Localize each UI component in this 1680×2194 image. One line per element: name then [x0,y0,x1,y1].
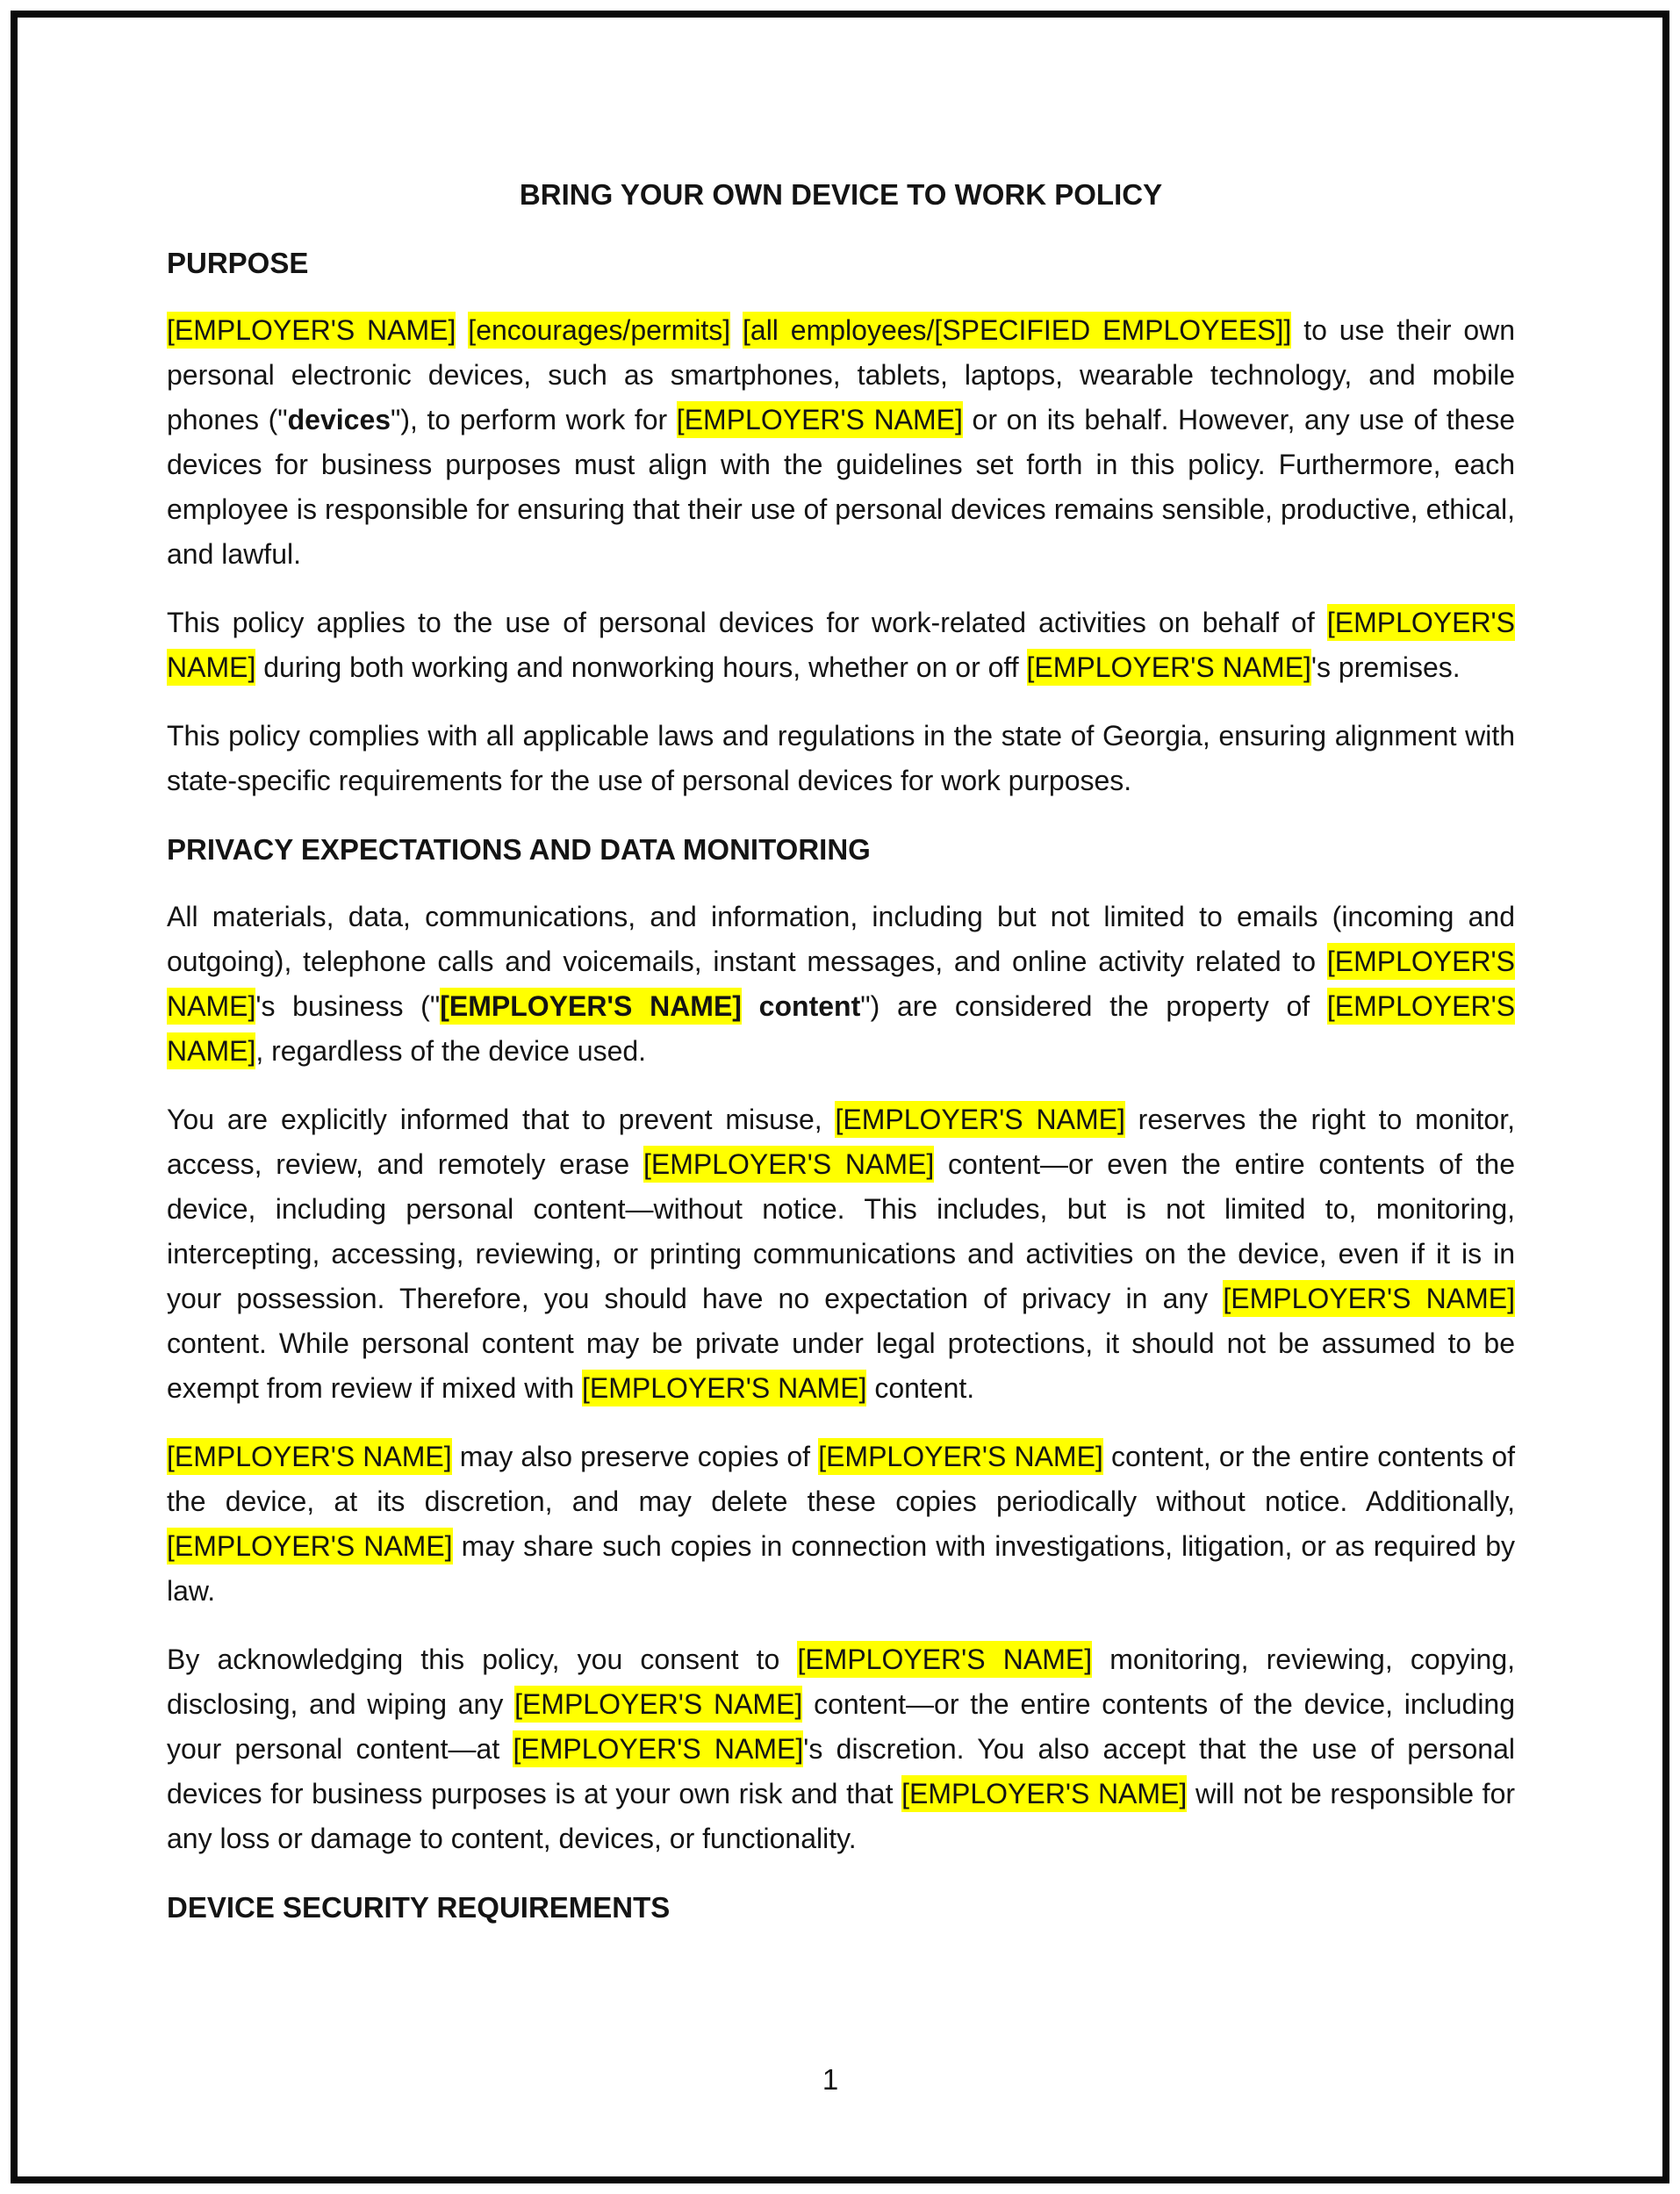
paragraph-privacy-4 [167,1637,1515,1861]
bold-text-run: content [741,990,861,1022]
text-run: You are explicitly informed that to prevent misuse, [167,1104,836,1135]
text-run: 's premises. [1310,651,1461,683]
text-run: may also preserve copies of [451,1441,819,1472]
placeholder-highlight: [EMPLOYER'S NAME] [167,1528,453,1565]
heading-purpose: PURPOSE [167,247,309,279]
text-run: or on its behalf. However, any use of these devices for business purposes must align with the guidelines set forth in this policy. Furthermore, each employee is responsible for ensuring that their use of personal devices remains sensible, productive, ethical, and lawful. [167,404,1516,570]
text-run [456,314,468,346]
bold-text-run: devices [287,404,391,435]
placeholder-highlight: [EMPLOYER'S NAME] [167,312,456,349]
placeholder-highlight: [EMPLOYER'S NAME] [835,1101,1124,1138]
text-run: content. While personal content may be private under legal protections, it should not be assumed to be exempt from review if mixed with [167,1327,1515,1404]
text-run: All materials, data, communications, and information, including but not limited to emails (incoming and outgoing), telephone calls and voicemails, instant messages, and online activity related to [167,901,1515,977]
placeholder-highlight: [EMPLOYER'S NAME] [167,943,1515,1025]
text-run: to use their own personal electronic devices, such as smartphones, tablets, laptops, wearable technology, and mobile phones (" [167,314,1516,435]
text-run: may share such copies in connection with investigations, litigation, or as required by law. [167,1530,1516,1607]
placeholder-highlight: [EMPLOYER'S NAME] [901,1775,1187,1812]
placeholder-highlight: [EMPLOYER'S NAME] [167,604,1515,686]
text-run: ") are considered the property of [860,990,1327,1022]
placeholder-highlight: [all employees/[SPECIFIED EMPLOYEES]] [743,312,1291,349]
document-title: BRING YOUR OWN DEVICE TO WORK POLICY [519,178,1163,211]
paragraph-purpose-1 [167,308,1515,577]
placeholder-highlight: [EMPLOYER'S NAME] [1027,649,1311,686]
text-run: monitoring, reviewing, copying, disclosing, and wiping any [167,1644,1516,1720]
heading-device-security: DEVICE SECURITY REQUIREMENTS [167,1891,671,1924]
placeholder-highlight: [EMPLOYER'S NAME] [514,1686,802,1723]
paragraph-privacy-1 [167,895,1515,1074]
text-run: This policy complies with all applicable laws and regulations in the state of Georgia, ensuring alignment with state-specific requirements for the use of personal devices for work purposes. [167,720,1515,796]
placeholder-highlight: [EMPLOYER'S NAME] [1223,1280,1515,1317]
paragraph-purpose-3 [167,714,1515,803]
placeholder-highlight: [EMPLOYER'S NAME] [677,401,963,438]
text-run: content, or the entire contents of the device, at its discretion, and may delete these copies periodically without notice. Additionally, [167,1441,1516,1517]
text-run: during both working and nonworking hours, whether on or off [255,651,1027,683]
text-run: content—or even the entire contents of the device, including personal content—without notice. This includes, but is not limited to, monitoring, intercepting, accessing, reviewing, or printing communications and activities on the device, even if it is in your possession. Therefore, you should have no expectation of privacy in any [167,1148,1516,1314]
heading-privacy-expectations: PRIVACY EXPECTATIONS AND DATA MONITORING [167,833,871,866]
text-run [730,314,743,346]
placeholder-highlight: [EMPLOYER'S NAME] [797,1641,1092,1678]
placeholder-highlight: [EMPLOYER'S NAME] [167,988,1515,1069]
text-run: "), to perform work for [391,404,677,435]
placeholder-highlight: [encourages/permits] [468,312,730,349]
paragraph-privacy-3 [167,1435,1515,1614]
text-run: content. [866,1372,975,1404]
paragraph-purpose-2 [167,601,1515,690]
placeholder-highlight: [EMPLOYER'S NAME] [440,988,742,1025]
text-run: content—or the entire contents of the device, including your personal content—at [167,1688,1516,1765]
placeholder-highlight: [EMPLOYER'S NAME] [582,1370,866,1406]
placeholder-highlight: [EMPLOYER'S NAME] [643,1146,934,1183]
page-number: 1 [822,2063,839,2096]
text-run: By acknowledging this policy, you consent to [167,1644,798,1675]
text-run: This policy applies to the use of personal devices for work-related activities on behalf of [167,607,1327,638]
text-run: 's business (" [255,990,441,1022]
placeholder-highlight: [EMPLOYER'S NAME] [513,1730,803,1767]
text-run: reserves the right to monitor, access, review, and remotely erase [167,1104,1515,1180]
text-run: 's discretion. You also accept that the use of personal devices for business purposes is at your own risk and that [167,1733,1516,1809]
paragraph-privacy-2 [167,1097,1515,1411]
placeholder-highlight: [EMPLOYER'S NAME] [167,1438,452,1475]
text-run: , regardless of the device used. [255,1035,647,1067]
placeholder-highlight: [EMPLOYER'S NAME] [818,1438,1103,1475]
text-run: will not be responsible for any loss or damage to content, devices, or functionality. [167,1778,1516,1854]
